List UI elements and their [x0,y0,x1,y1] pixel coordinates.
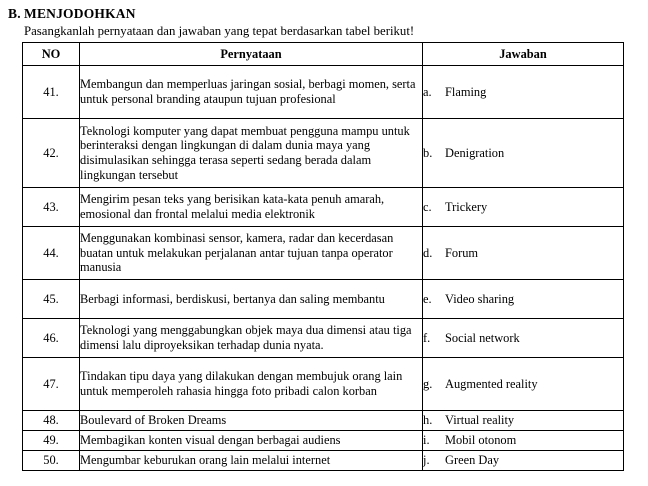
answer-letter: h. [423,413,433,428]
statement-cell: Berbagi informasi, berdiskusi, bertanya dan saling membantu [80,280,423,319]
answer-text: Denigration [445,145,505,160]
answer-letter: d. [423,245,433,260]
answer-letter: i. [423,433,430,448]
matching-table [22,42,624,471]
row-number: 45. [23,280,80,319]
statement-cell: Mengirim pesan teks yang berisikan kata-kata penuh amarah, emosional dan frontal melalui media elektronik [80,188,423,227]
column-header-answer: Jawaban [423,43,624,66]
answer-cell [423,227,624,280]
answer-option [423,377,623,392]
answer-option [423,433,623,448]
table-header-row [23,43,624,66]
answer-letter: a. [423,84,432,99]
section-title: MENJODOHKAN [24,6,136,21]
answer-letter: c. [423,199,432,214]
statement-cell: Tindakan tipu daya yang dilakukan dengan membujuk orang lain untuk memperoleh rahasia hingga foto pribadi calon korban [80,358,423,411]
table-row [23,319,624,358]
answer-text: Mobil otonom [445,433,517,448]
row-number: 48. [23,411,80,431]
table-row [23,451,624,471]
answer-option [423,453,623,468]
statement-cell: Menggunakan kombinasi sensor, kamera, radar dan kecerdasan buatan untuk melakukan perjalanan antar tujuan tanpa operator manusia [80,227,423,280]
answer-text: Video sharing [445,291,515,306]
answer-cell [423,319,624,358]
answer-cell [423,188,624,227]
answer-cell [423,280,624,319]
answer-letter: g. [423,376,433,391]
statement-cell: Teknologi yang menggabungkan objek maya dua dimensi atau tiga dimensi lalu diproyeksikan terhadap dunia nyata. [80,319,423,358]
answer-cell [423,431,624,451]
answer-option [423,85,623,100]
table-header [23,43,624,66]
table-row [23,358,624,411]
row-number: 44. [23,227,80,280]
answer-letter: f. [423,330,431,345]
statement-cell: Membagikan konten visual dengan berbagai audiens [80,431,423,451]
answer-text: Forum [445,245,479,260]
table-row [23,119,624,188]
table-body [23,66,624,471]
row-number: 49. [23,431,80,451]
answer-text: Flaming [445,84,487,99]
answer-cell [423,119,624,188]
answer-letter: e. [423,291,432,306]
answer-text: Virtual reality [445,413,515,428]
answer-letter: j. [423,453,430,468]
statement-cell: Membangun dan memperluas jaringan sosial, berbagi momen, serta untuk personal branding ataupun tujuan profesional [80,66,423,119]
answer-option [423,292,623,307]
section-instruction: Pasangkanlah pernyataan dan jawaban yang tepat berdasarkan tabel berikut! [24,24,415,38]
answer-option [423,200,623,215]
row-number: 42. [23,119,80,188]
table-row [23,227,624,280]
column-header-statement: Pernyataan [80,43,423,66]
column-header-no: NO [23,43,80,66]
answer-text: Augmented reality [445,376,538,391]
row-number: 50. [23,451,80,471]
statement-cell: Teknologi komputer yang dapat membuat pengguna mampu untuk berinteraksi dengan lingkungan di dalam dunia maya yang disimulasikan sehingga terasa seperti sedang berada dalam lingkungan tersebut [80,119,423,188]
answer-option [423,413,623,428]
answer-cell [423,358,624,411]
table-row [23,411,624,431]
row-number: 46. [23,319,80,358]
table-row [23,66,624,119]
answer-text: Green Day [445,453,500,468]
row-number: 43. [23,188,80,227]
answer-cell [423,411,624,431]
answer-text: Social network [445,330,520,345]
row-number: 47. [23,358,80,411]
statement-cell: Boulevard of Broken Dreams [80,411,423,431]
answer-cell [423,451,624,471]
answer-text: Trickery [445,199,488,214]
answer-option [423,246,623,261]
section-letter: B. [8,6,21,21]
table-row [23,431,624,451]
table-row [23,188,624,227]
table-row [23,280,624,319]
answer-option [423,331,623,346]
answer-cell [423,66,624,119]
statement-cell: Mengumbar keburukan orang lain melalui internet [80,451,423,471]
row-number: 41. [23,66,80,119]
answer-letter: b. [423,145,433,160]
answer-option [423,146,623,161]
section-heading [8,6,136,22]
